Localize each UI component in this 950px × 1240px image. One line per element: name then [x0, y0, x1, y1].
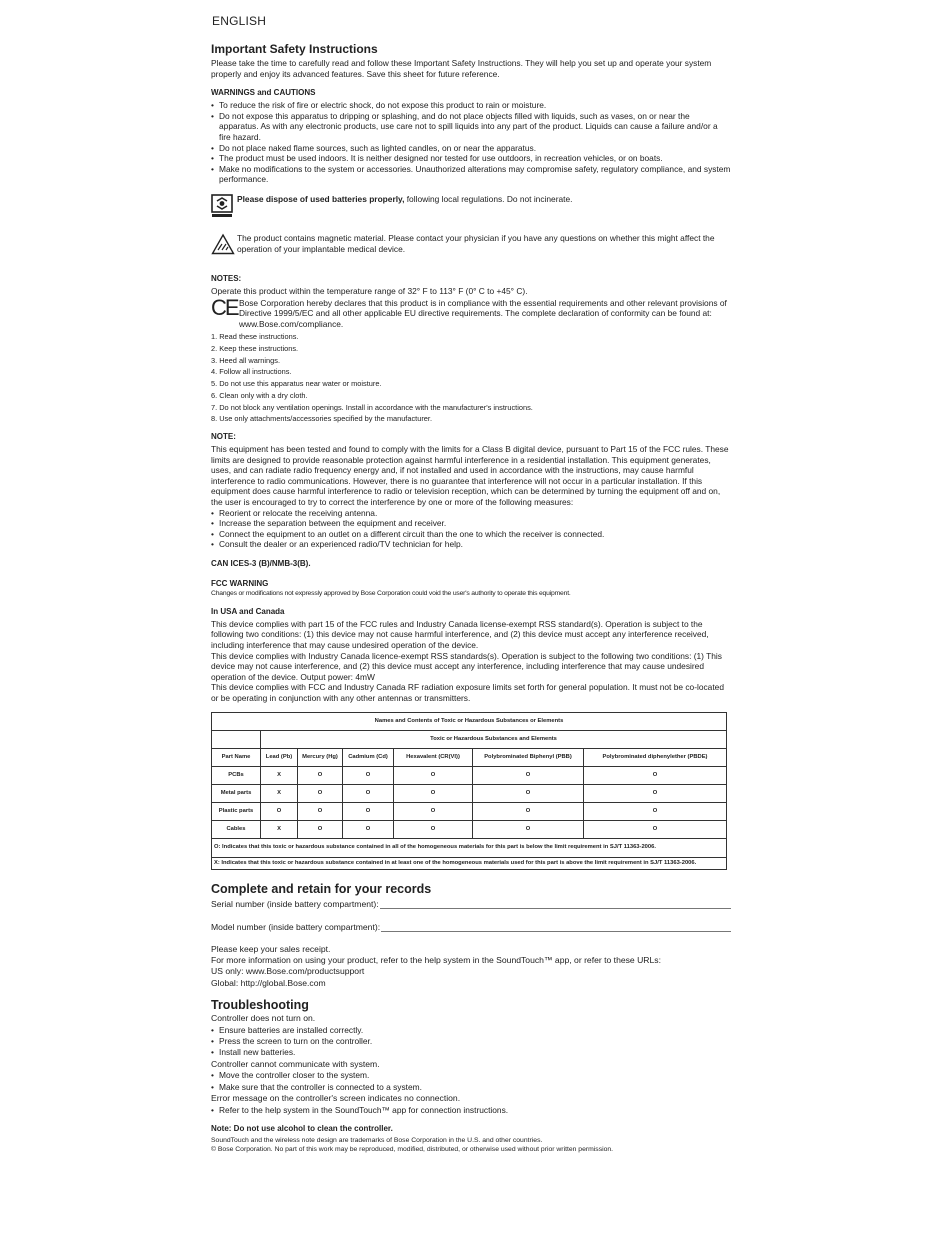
hazardous-substances-table [211, 712, 727, 870]
list-item: • Move the controller closer to the system. [211, 1070, 731, 1081]
column-header: Hexavalent (CR(VI)) [394, 748, 473, 766]
list-item: • To reduce the risk of fire or electric shock, do not expose this product to rain or moisture. [211, 100, 731, 111]
table-cell: O [394, 766, 473, 784]
problem-text: Controller cannot communicate with system. [211, 1058, 380, 1069]
document-page [211, 14, 731, 1154]
serial-number-label: Serial number (inside battery compartment): [211, 898, 379, 909]
notes-label: NOTES: [211, 273, 242, 283]
list-item: 6. Clean only with a dry cloth. [211, 390, 308, 400]
table-cell: O [584, 820, 727, 838]
us-url-text: US only: www.Bose.com/productsupport [211, 966, 365, 977]
list-item: 8. Use only attachments/accessories specified by the manufacturer. [211, 414, 433, 424]
list-item: • Consult the dealer or an experienced radio/TV technician for help. [211, 539, 731, 550]
table-cell: O [394, 820, 473, 838]
table-cell: O [343, 802, 394, 820]
list-item: • Make no modifications to the system or accessories. Unauthorized alterations may compromise safety, regulatory compliance, and system performance. [211, 164, 731, 185]
safety-title: Important Safety Instructions [211, 42, 378, 56]
list-item: • The product must be used indoors. It is neither designed nor tested for use outdoors, in recreation vehicles, or on boats. [211, 153, 731, 164]
list-item: • Do not expose this apparatus to dripping or splashing, and do not place objects filled with liquids, such as vases, on or near the apparatus. As with any electronic products, use care not to spill liquids into any part of the product. Liquids can cause a failure and/or a fire hazard. [211, 111, 731, 143]
battery-bold-text: Please dispose of used batteries properly, [237, 193, 405, 204]
list-item: • Make sure that the controller is connected to a system. [211, 1082, 731, 1093]
model-number-field[interactable] [211, 922, 731, 932]
column-header: Polybrominated Biphenyl (PBB) [473, 748, 584, 766]
column-header: Part Name [212, 748, 261, 766]
table-cell: PCBs [212, 766, 261, 784]
table-cell: O [473, 820, 584, 838]
list-item: • Refer to the help system in the SoundTouch™ app for connection instructions. [211, 1105, 731, 1116]
list-item: • Install new batteries. [211, 1047, 731, 1058]
fixes-list [211, 1025, 731, 1059]
list-item: 4. Follow all instructions. [211, 367, 292, 377]
list-item: 1. Read these instructions. [211, 332, 299, 342]
language-label: ENGLISH [212, 14, 267, 28]
fixes-list [211, 1070, 731, 1093]
table-cell: O [343, 820, 394, 838]
list-item: 7. Do not block any ventilation openings. Install in accordance with the manufacturer's instructions. [211, 402, 533, 412]
list-item: 3. Heed all warnings. [211, 355, 281, 365]
list-item: • Do not place naked flame sources, such as lighted candles, on or near the apparatus. [211, 143, 731, 154]
cleaning-note: Note: Do not use alcohol to clean the controller. [211, 1123, 393, 1133]
table-cell: O [343, 766, 394, 784]
table-cell: O [298, 784, 343, 802]
magnet-notice [211, 233, 731, 260]
ce-declaration [211, 294, 731, 330]
table-row [212, 784, 727, 802]
fcc-text: This equipment has been tested and found to comply with the limits for a Class B digital device, pursuant to Part 15 of the FCC rules. These limits are designed to provide reasonable protection against harmful interference in a residential installation. This equipment generates, uses, and can radiate radio frequency energy and, if not installed and used in accordance with the instructions, may cause harmful interference to radio communications. However, there is no guarantee that interference will not occur in a particular installation. If this equipment does cause harmful interference to radio or television reception, which can be determined by turning the equipment off and on, the user is encouraged to try to correct the interference by one or more of the following measures: [211, 443, 729, 507]
table-cell: O [298, 802, 343, 820]
table-cell: Cables [212, 820, 261, 838]
records-title: Complete and retain for your records [211, 881, 432, 896]
table-cell: O [473, 766, 584, 784]
table-cell: O [343, 784, 394, 802]
table-cell: Metal parts [212, 784, 261, 802]
table-note-x: X: Indicates that this toxic or hazardous substance contained in at least one of the homogeneous materials used for this part is above the limit requirement in SJ/T 11363-2006. [212, 857, 727, 869]
fcc-measures-list [211, 508, 731, 550]
model-number-line[interactable] [381, 922, 731, 932]
temperature-note: Operate this product within the temperature range of 32° F to 113° F (0° C to +45° C). [211, 285, 528, 296]
table-cell: X [261, 766, 298, 784]
list-item: • Press the screen to turn on the controller. [211, 1036, 731, 1047]
table-cell: O [584, 802, 727, 820]
problem-text: Error message on the controller's screen indicates no connection. [211, 1093, 461, 1104]
table-cell: Plastic parts [212, 802, 261, 820]
safety-intro: Please take the time to carefully read and follow these Important Safety Instructions. They will help you set up and operate your system properly and enjoy its advanced features. Save this sheet for future reference. [211, 58, 712, 79]
table-subtitle: Toxic or Hazardous Substances and Elements [261, 730, 727, 748]
copyright-text: © Bose Corporation. No part of this work may be reproduced, modified, distributed, or otherwise used without prior written permission. [211, 1145, 614, 1153]
fcc-warning-text: Changes or modifications not expressly approved by Bose Corporation could void the user's authority to operate this equipment. [211, 589, 571, 597]
list-item: • Reorient or relocate the receiving antenna. [211, 508, 731, 519]
usa-canada-label: In USA and Canada [211, 606, 285, 616]
table-note-o: O: Indicates that this toxic or hazardous substance contained in all of the homogeneous materials for this part is below the limit requirement in SJ/T 11363-2006. [212, 838, 727, 857]
instructions-list [211, 331, 731, 425]
ce-text: Bose Corporation hereby declares that this product is in compliance with the essential requirements and other relevant provisions of Directive 1999/5/EC and all other applicable EU directive requirements. The complete declaration of conformity can be found at: www.Bose.com/compliance. [239, 297, 727, 329]
table-cell: O [394, 802, 473, 820]
battery-text: following local regulations. Do not incinerate. [404, 193, 573, 204]
usa-paragraph-2: This device complies with Industry Canada licence-exempt RSS standards(s). Operation is subject to the following two conditions: (1) This device may not cause interference, and (2) this device must accept any interference, including interference that may cause undesired operation of the device. Output power: 4mW [211, 650, 722, 682]
battery-recycle-icon [211, 194, 235, 223]
list-item: • Ensure batteries are installed correctly. [211, 1025, 731, 1036]
fcc-warning-label: FCC WARNING [211, 578, 269, 588]
list-item: • Increase the separation between the equipment and receiver. [211, 518, 731, 529]
serial-number-line[interactable] [380, 899, 731, 909]
table-row [212, 766, 727, 784]
problem-text: Controller does not turn on. [211, 1013, 316, 1024]
troubleshooting-title: Troubleshooting [211, 998, 309, 1013]
global-url-text: Global: http://global.Bose.com [211, 977, 326, 988]
table-cell: X [261, 784, 298, 802]
receipt-text: Please keep your sales receipt. [211, 943, 331, 954]
table-cell: O [473, 802, 584, 820]
warnings-label: WARNINGS and CAUTIONS [211, 88, 316, 98]
table-cell: O [298, 820, 343, 838]
table-header-row [212, 748, 727, 766]
more-info-text: For more information on using your product, refer to the help system in the SoundTouch™ app, or refer to these URLs: [211, 955, 661, 966]
usa-paragraph-1: This device complies with part 15 of the FCC rules and Industry Canada license-exempt RSS standard(s). Operation is subject to the following two conditions: (1) this device may not cause harmful interference, and (2) this device must accept any interference received, including interference that may cause undesired operation of the device. [211, 618, 709, 651]
column-header: Mercury (Hg) [298, 748, 343, 766]
list-item: • Connect the equipment to an outlet on a different circuit than the one to which the receiver is connected. [211, 529, 731, 540]
serial-number-field[interactable] [211, 899, 731, 909]
fixes-list [211, 1105, 731, 1116]
table-cell: O [584, 784, 727, 802]
list-item: 5. Do not use this apparatus near water or moisture. [211, 379, 382, 389]
warning-triangle-icon [211, 233, 235, 260]
table-row [212, 820, 727, 838]
table-cell: O [584, 766, 727, 784]
trademark-text: SoundTouch and the wireless note design are trademarks of Bose Corporation in the U.S. and other countries. [211, 1136, 543, 1144]
column-header: Lead (Pb) [261, 748, 298, 766]
column-header: Cadmium (Cd) [343, 748, 394, 766]
warnings-list [211, 100, 731, 185]
ices-label: CAN ICES-3 (B)/NMB-3(B). [211, 558, 311, 568]
table-cell: O [394, 784, 473, 802]
list-item: 2. Keep these instructions. [211, 344, 299, 354]
table-cell: O [473, 784, 584, 802]
fcc-note-label: NOTE: [211, 431, 236, 441]
column-header: Polybrominated diphenylether (PBDE) [584, 748, 727, 766]
model-number-label: Model number (inside battery compartment): [211, 921, 381, 932]
magnet-text: The product contains magnetic material. Please contact your physician if you have any questions on whether this might affect the operation of your implantable medical device. [237, 232, 715, 254]
usa-paragraph-3: This device complies with FCC and Industry Canada RF radiation exposure limits set forth for general population. It must not be co-located or be operating in conjunction with any other antennas or transmitters. [211, 682, 724, 704]
ce-mark-icon: CE [211, 294, 238, 320]
table-cell: O [298, 766, 343, 784]
table-cell: X [261, 820, 298, 838]
battery-notice [211, 194, 731, 223]
table-row [212, 802, 727, 820]
table-title: Names and Contents of Toxic or Hazardous Substances or Elements [212, 712, 727, 730]
table-cell: O [261, 802, 298, 820]
